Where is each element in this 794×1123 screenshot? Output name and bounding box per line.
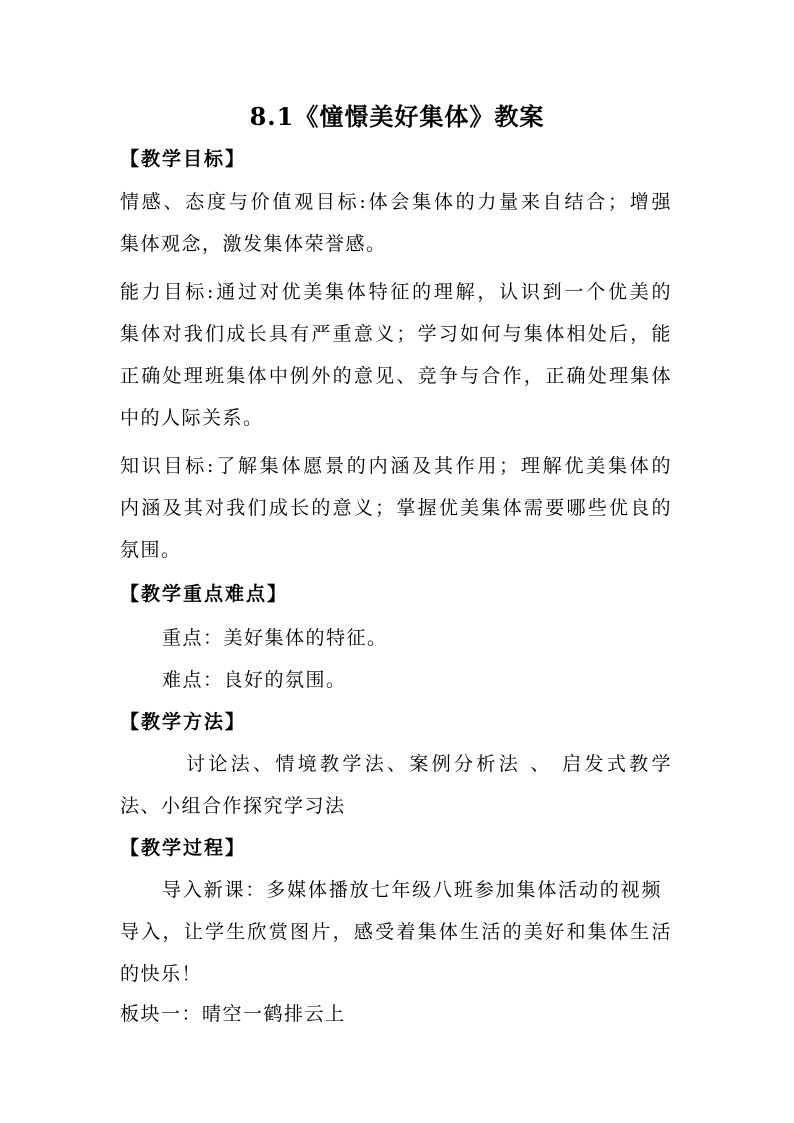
heading-key-points: 【教学重点难点】 xyxy=(120,583,289,605)
intro-line-1: 导入新课：多媒体播放七年级八班参加集体活动的视频 xyxy=(162,879,662,901)
ability-goal-line-4: 中的人际关系。 xyxy=(120,407,264,429)
heading-teaching-methods: 【教学方法】 xyxy=(120,711,247,733)
key-point: 重点：美好集体的特征。 xyxy=(162,627,388,649)
ability-goal-line-2: 集体对我们成长具有严重意义；学习如何与集体相处后，能 xyxy=(120,323,672,345)
methods-line-1: 讨论法、情境教学法、案例分析法 、 启发式教学 xyxy=(186,753,672,775)
difficulty-point: 难点：良好的氛围。 xyxy=(162,669,347,691)
knowledge-goal-line-3: 氛围。 xyxy=(120,539,182,561)
emotion-goal-line-1: 情感、态度与价值观目标:体会集体的力量来自结合；增强 xyxy=(120,191,672,213)
heading-teaching-goals: 【教学目标】 xyxy=(120,148,247,170)
intro-line-3: 的快乐！ xyxy=(120,963,203,985)
heading-teaching-process: 【教学过程】 xyxy=(120,837,247,859)
knowledge-goal-line-2: 内涵及其对我们成长的意义；掌握优美集体需要哪些优良的 xyxy=(120,497,672,519)
intro-line-2: 导入，让学生欣赏图片，感受着集体生活的美好和集体生活 xyxy=(120,921,672,943)
document-title: 8.1《憧憬美好集体》教案 xyxy=(249,102,545,131)
knowledge-goal-line-1: 知识目标:了解集体愿景的内涵及其作用；理解优美集体的 xyxy=(120,455,672,477)
ability-goal-line-3: 正确处理班集体中例外的意见、竞争与合作，正确处理集体 xyxy=(120,365,672,387)
methods-line-2: 法、小组合作探究学习法 xyxy=(120,795,346,817)
ability-goal-line-1: 能力目标:通过对优美集体特征的理解，认识到一个优美的 xyxy=(120,281,672,303)
emotion-goal-line-2: 集体观念，激发集体荣誉感。 xyxy=(120,233,387,255)
block-one-title: 板块一：晴空一鹤排云上 xyxy=(120,1003,346,1025)
